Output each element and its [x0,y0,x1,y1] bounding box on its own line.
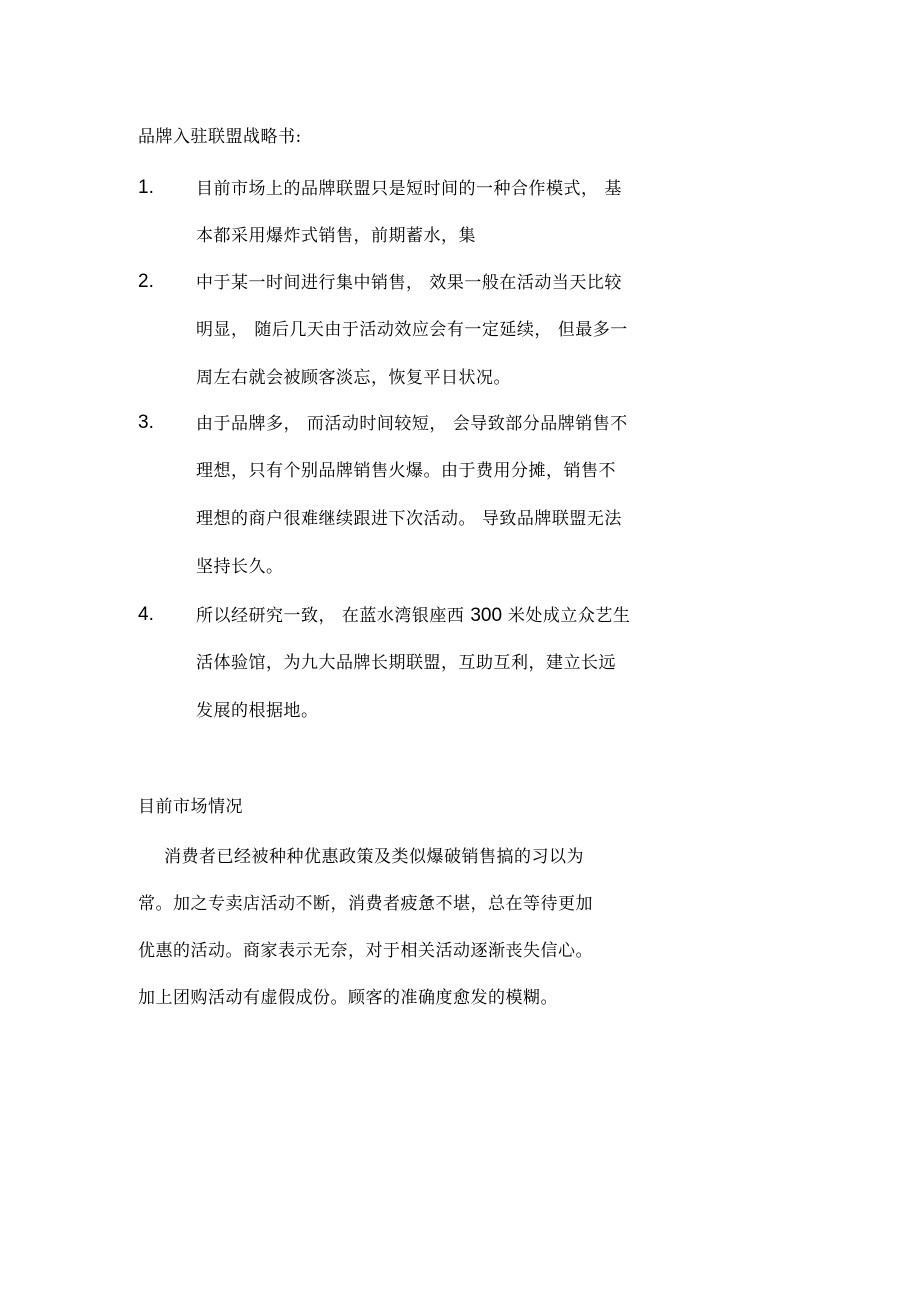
list-item-4-distance-number: 300 [470,605,503,626]
list-number-4: 4. [138,604,154,625]
list-number-3: 3. [138,412,154,433]
list-item-2-line-1: 中于某一时间进行集中销售， 效果一般在活动当天比较 [196,273,622,293]
document-title: 品牌入驻联盟战略书: [138,127,302,147]
paragraph-line-4: 加上团购活动有虚假成份。顾客的准确度愈发的模糊。 [138,988,558,1008]
paragraph-line-2: 常。加之专卖店活动不断，消费者疲惫不堪，总在等待更加 [138,894,593,914]
list-item-4-text-after: 米处成立众艺生 [502,606,631,626]
list-item-1-line-1: 目前市场上的品牌联盟只是短时间的一种合作模式， 基 [196,179,622,199]
section-heading-market: 目前市场情况 [138,797,243,817]
list-item-4-line-1 [196,604,630,628]
list-item-3-line-2: 理想，只有个别品牌销售火爆。由于费用分摊，销售不 [196,461,616,481]
paragraph-line-3: 优惠的活动。商家表示无奈，对于相关活动逐渐丧失信心。 [138,941,593,961]
paragraph-line-1: 消费者已经被种种优惠政策及类似爆破销售搞的习以为 [164,847,584,867]
list-item-2-line-3: 周左右就会被顾客淡忘，恢复平日状况。 [196,368,511,388]
list-item-4-line-3: 发展的根据地。 [196,701,319,721]
list-item-3-line-1: 由于品牌多， 而活动时间较短， 会导致部分品牌销售不 [196,414,628,434]
list-number-2: 2. [138,271,154,292]
list-item-4-line-2: 活体验馆，为九大品牌长期联盟，互助互利，建立长远 [196,653,616,673]
list-number-1: 1. [138,177,154,198]
list-item-3-line-3: 理想的商户很难继续跟进下次活动。 导致品牌联盟无法 [196,509,622,529]
list-item-2-line-2: 明显， 随后几天由于活动效应会有一定延续， 但最多一 [196,320,628,340]
list-item-1-line-2: 本都采用爆炸式销售，前期蓄水，集 [196,226,476,246]
list-item-4-text-before: 所以经研究一致， 在蓝水湾银座西 [196,606,471,626]
list-item-3-line-4: 坚持长久。 [196,557,284,577]
